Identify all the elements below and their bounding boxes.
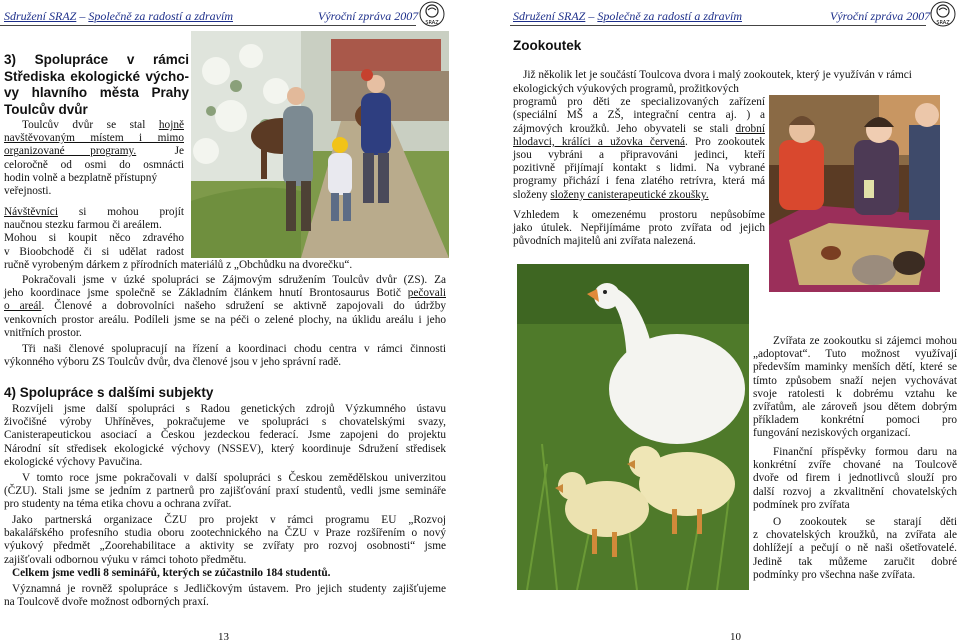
intro-paragraph: [4, 119, 184, 198]
text-line: ekologických výukových programů, prožitkových: [513, 83, 739, 95]
page-number-right: 10: [730, 631, 741, 643]
text-line: výukový předmět „Zoorehabilitace a aktivity se zvířaty pro rozvoj osobnosti“ jsme: [4, 540, 446, 553]
text-line: z chovatelských kroužků, na zvířata ale: [753, 529, 957, 542]
text-line: V tomto roce jsme pokračovali v další spolupráci s Českou zemědělskou univerzitou: [22, 472, 446, 484]
text-line: dohlížejí a pečují o ně naši ošetřovatelé.: [753, 542, 957, 555]
text-line: venkovních prostor areálu. Podíleli jsme se na péči o zelené plochy, na úklidu areálu i jeho: [4, 313, 446, 326]
text-line: Zvířata ze zookoutku si zájemci mohou: [773, 335, 957, 347]
text-line: Tři naši členové spolupracují na řízení a koordinaci chodu centra v rámci činnosti: [22, 343, 446, 355]
text-line: navštěvovaným místem i mimo: [4, 132, 184, 145]
text-line: organizované programy. Je: [4, 145, 184, 158]
sraz-logo-icon: [419, 1, 445, 27]
zoo-intro-paragraph: [513, 83, 765, 202]
text-line: naučnou stezku farmou či areálem.: [4, 219, 162, 232]
text-line: na Toulcově dvoře možnost odborných praxí.: [4, 596, 209, 609]
text-line: Vzhledem k omezenému prostoru nepůsobíme: [513, 209, 765, 221]
text-line: hlodavci, králíci a užovka červená. Pro zookoutek: [513, 135, 765, 148]
text-line: jsou vybráni a připravováni jedinci, kteří: [513, 149, 765, 162]
page-header-right: [513, 9, 742, 24]
header-motto: Společně za radostí a zdravím: [597, 9, 742, 23]
para-jedlicka: [4, 583, 446, 609]
text-line: zájmových kroužků. Jeho obyvateli se stali drobní: [513, 122, 765, 135]
text-line: fungování neziskových organizací.: [753, 427, 911, 440]
finance-paragraph: [753, 446, 957, 512]
canis-text: složeny canisterapeutické zkoušky.: [550, 188, 709, 201]
text-line: celoročně od osmi do osmnácti: [4, 158, 184, 171]
seminar-count: Celkem jsme vedli 8 seminářů, kterých se zúčastnilo 184 studentů.: [12, 566, 331, 579]
adopt-paragraph: [753, 335, 957, 441]
page-header: [4, 9, 233, 24]
sraz-logo-icon: [930, 1, 956, 27]
section3-title-line: vy hlavního města Prahy: [4, 85, 189, 100]
text-line: Canisterapeutickou asociací a Českou jezdeckou federací. Jsme zapojeni do projektu: [4, 429, 446, 442]
text-line: jeho koordinace jsme společně se Základním článkem hnutí Brontosaurus Botič pečovali: [4, 287, 446, 300]
text-line: zajišťovali odbornou výuku v rámci tohoto předmětu.: [4, 553, 247, 566]
para-czu: [4, 472, 446, 512]
text-line: podmínek pro zvířata: [753, 498, 850, 511]
text-line: (speciální MŠ a ZŠ, integrační centra aj. ) a: [513, 109, 765, 122]
section4-title: 4) Spolupráce s dalšími subjekty: [4, 385, 214, 400]
header-rule: [0, 25, 416, 26]
section3-title: [4, 52, 189, 118]
text-line: veřejnosti.: [4, 185, 52, 198]
text-line: „adoptovat“. Tuto možnost využívají: [753, 348, 957, 361]
text-line: dvoře od firem i jednotlivců slouží pro: [753, 472, 957, 485]
para-eu-project: [4, 514, 446, 580]
text-line: Návštěvníci si mohou projít: [4, 206, 184, 218]
text-line: podmínky pro všechna naše zvířata.: [753, 568, 916, 581]
geese-photo: [517, 264, 749, 590]
text-line: Jedině tak můžeme zaručit dobré: [753, 555, 957, 568]
zoo-intro-first-line: [513, 69, 957, 82]
text-line: Toulcův dvůr se stal hojně: [22, 119, 184, 131]
text-line: O zookoutek se starají děti: [773, 516, 957, 528]
ponies-photo: [191, 31, 449, 258]
text-line: Pokračovali jsme v úzké spolupráci se Zájmovým sdružením Toulcův dvůr (ZS). Za: [22, 274, 446, 286]
text-line: zvířatům, ale zároveň jsou dětem dobrým: [753, 401, 957, 414]
text-line: v Bioobchodě či si udělat radost: [4, 245, 184, 258]
para-partners: [4, 403, 446, 469]
logo-text: SRAZ: [425, 20, 439, 26]
text-line: tímto způsobem snaží nejen vychovávat: [753, 374, 957, 387]
para-zs: [4, 274, 446, 340]
header-dash: –: [79, 9, 89, 23]
text-line: programů pro děti ze specializovaných zařízení: [513, 96, 765, 109]
logo-text: SRAZ: [936, 20, 950, 26]
header-rule: [510, 25, 926, 26]
text-line: další rozvoj a zkvalitnění chovatelských: [753, 485, 957, 498]
text-line: Jako partnerská organizace ČZU pro projekt v rámci programu EU „Rozvoj: [12, 514, 446, 526]
text-line: pro studenty na téma etika chovu a ochrana zvířat.: [4, 498, 232, 511]
section3-title-line: 3) Spolupráce v rámci: [4, 52, 189, 67]
text-line: hodin volně a bezplatně přístupný: [4, 171, 158, 184]
text-line: o areál. Členové a dobrovolníci našeho sdružení se aktivně zapojovali do údržby: [4, 300, 446, 313]
right-page: [480, 0, 959, 642]
text-line: programy přichází i fena zlatého retrívra, která má: [513, 175, 765, 188]
left-page: [0, 0, 479, 642]
text-line: složeny složeny canisterapeutické zkoušky.: [513, 188, 709, 201]
text-line: ekologické výchovy Pavučina.: [4, 455, 143, 468]
para-members: [4, 343, 446, 369]
header-report: Výroční zpráva 2007: [830, 9, 931, 23]
text-line: Finanční příspěvky formou daru na: [773, 446, 957, 458]
page-number-left: 13: [218, 631, 229, 643]
header-dash: –: [588, 9, 598, 23]
text-line: (ČZU). Stali jsme se jedním z partnerů pro zajišťování praxí studentů, vedli jsme semináře: [4, 485, 446, 498]
text-line: příkladem konkrétní pomoci pro: [753, 414, 957, 427]
link-hojne: hojně: [158, 119, 184, 131]
text-line: jako útulek. Nepřijímáme proto zvířata od jejich: [513, 222, 765, 235]
section3-title-line: Střediska ekologické výcho-: [4, 68, 189, 84]
visitor-paragraph: [4, 206, 184, 259]
text-line: vnitřních prostor.: [4, 326, 82, 339]
header-org: Sdružení SRAZ: [4, 9, 77, 23]
care-paragraph: [753, 516, 957, 582]
text-line: konkrétní zvíře chované na Toulcově: [753, 459, 957, 472]
text-line: pozitivně přijímají kontakt s lidmi. Na vybrané: [513, 162, 765, 175]
text-line: Již několik let je součástí Toulcova dvora i malý zookoutek, který je využíván v rámci: [523, 69, 912, 81]
children-zoo-photo: [769, 95, 940, 292]
text-line: výkonného výboru ZS Toulcův dvůr, dva členové jsou v jeho správní radě.: [4, 356, 342, 369]
text-line: především maminky menších dětí, které se: [753, 361, 957, 374]
header-report: Výroční zpráva 2007: [318, 9, 419, 23]
para1-tail: ručně vyrobeným dárkem z přírodních materiálů z „Obchůdku na dvorečku“.: [4, 259, 353, 271]
zookoutek-title: Zookoutek: [513, 38, 582, 53]
text-line: svoje ratolesti k dobrému vztahu ke: [753, 387, 957, 400]
text-line: Rozvíjeli jsme další spolupráci s Radou genetických zdrojů Výzkumného ústavu: [12, 403, 446, 415]
text-line: bakalářského profesního studia oboru zootechnického na ČZU v Praze rozšířením o nový: [4, 527, 446, 540]
text-line: Mohou si koupit něco zdravého: [4, 232, 184, 245]
text-line: původních majitelů ani zvířata nalezená.: [513, 235, 696, 248]
text-line: Významná je rovněž spolupráce s Jedličkovým ústavem. Pro jejich studenty zajišťujeme: [12, 583, 446, 595]
header-org: Sdružení SRAZ: [513, 9, 586, 23]
header-motto: Společně za radostí a zdravím: [88, 9, 233, 23]
text-line: Národní sít středisek ekologické výchovy (NSSEV), který koordinuje Sdružení středisek: [4, 442, 446, 455]
section3-title-line: Toulcův dvůr: [4, 101, 88, 117]
text-line: živočišné výroby Uhříněves, pokračujeme ve spolupráci s chovatelskými svazy,: [4, 416, 446, 429]
zoo-shelter-paragraph: [513, 209, 765, 249]
